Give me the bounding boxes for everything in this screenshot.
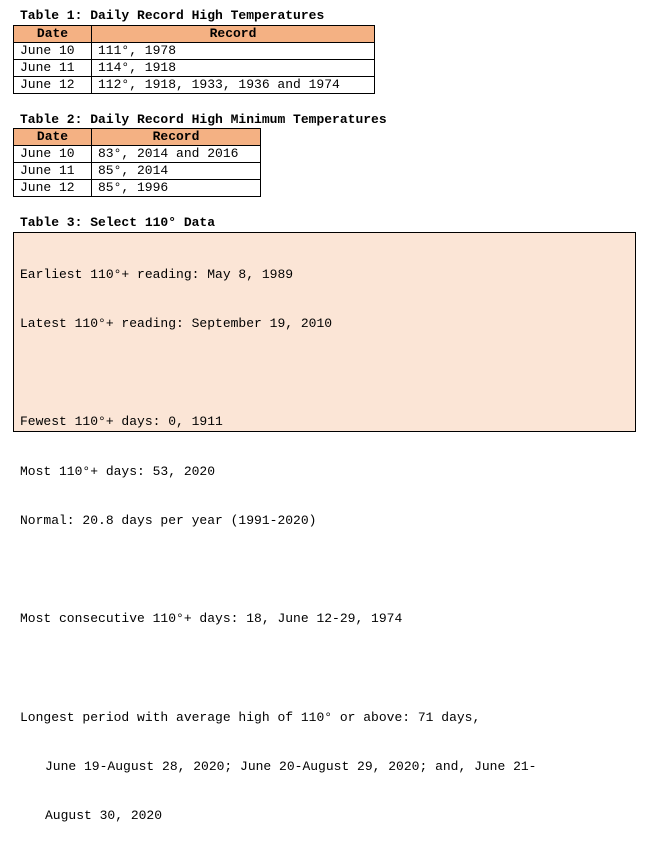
- table2-date-cell: June 10: [14, 146, 92, 163]
- table2-daily-record-high-minimum: [13, 128, 261, 197]
- data-line: Normal: 20.8 days per year (1991-2020): [20, 512, 317, 528]
- table2-caption: Table 2: Daily Record High Minimum Temperatures: [20, 112, 387, 127]
- table2-record-cell: 85°, 2014: [92, 163, 261, 180]
- table1-date-cell: June 12: [14, 77, 92, 94]
- table1-header-record: Record: [92, 26, 375, 43]
- table-row: [14, 77, 375, 94]
- table2-date-cell: June 12: [14, 180, 92, 197]
- data-line: [20, 660, 635, 676]
- table1-header-date: Date: [14, 26, 92, 43]
- data-line: Latest 110°+ reading: September 19, 2010: [20, 316, 333, 332]
- table-row: [14, 146, 261, 163]
- data-line: Fewest 110°+ days: 0, 1911: [20, 414, 223, 430]
- table2-header-row: [14, 129, 261, 146]
- data-line: Most 110°+ days: 53, 2020: [20, 463, 216, 479]
- table3-select-110-data: [13, 232, 636, 824]
- data-line: Most consecutive 110°+ days: 18, June 12-29, 1974: [20, 611, 403, 627]
- table1-record-cell: 112°, 1918, 1933, 1936 and 1974: [92, 77, 375, 94]
- table2-header-record: Record: [92, 129, 261, 146]
- data-line: [20, 562, 635, 578]
- table1-date-cell: June 10: [14, 43, 92, 60]
- table1-daily-record-high: [13, 25, 375, 94]
- table2-header-date: Date: [14, 129, 92, 146]
- data-line: Longest period with average high of 110° or above: 71 days,: [20, 709, 481, 725]
- data-line: [20, 365, 635, 381]
- table-row: [14, 43, 375, 60]
- table-row: [14, 163, 261, 180]
- table1-date-cell: June 11: [14, 60, 92, 77]
- table1-caption: Table 1: Daily Record High Temperatures: [20, 8, 325, 23]
- table-row: [14, 60, 375, 77]
- data-line: June 19-August 28, 2020; June 20-August 29, 2020; and, June 21-: [45, 758, 537, 774]
- table-row: [14, 180, 261, 197]
- table1-header-row: [14, 26, 375, 43]
- table1-record-cell: 111°, 1978: [92, 43, 375, 60]
- data-line: August 30, 2020: [45, 808, 163, 824]
- table2-record-cell: 83°, 2014 and 2016: [92, 146, 261, 163]
- table3-caption: Table 3: Select 110° Data: [20, 215, 216, 230]
- table1-record-cell: 114°, 1918: [92, 60, 375, 77]
- table2-record-cell: 85°, 1996: [92, 180, 261, 197]
- data-line: Earliest 110°+ reading: May 8, 1989: [20, 266, 294, 282]
- table2-date-cell: June 11: [14, 163, 92, 180]
